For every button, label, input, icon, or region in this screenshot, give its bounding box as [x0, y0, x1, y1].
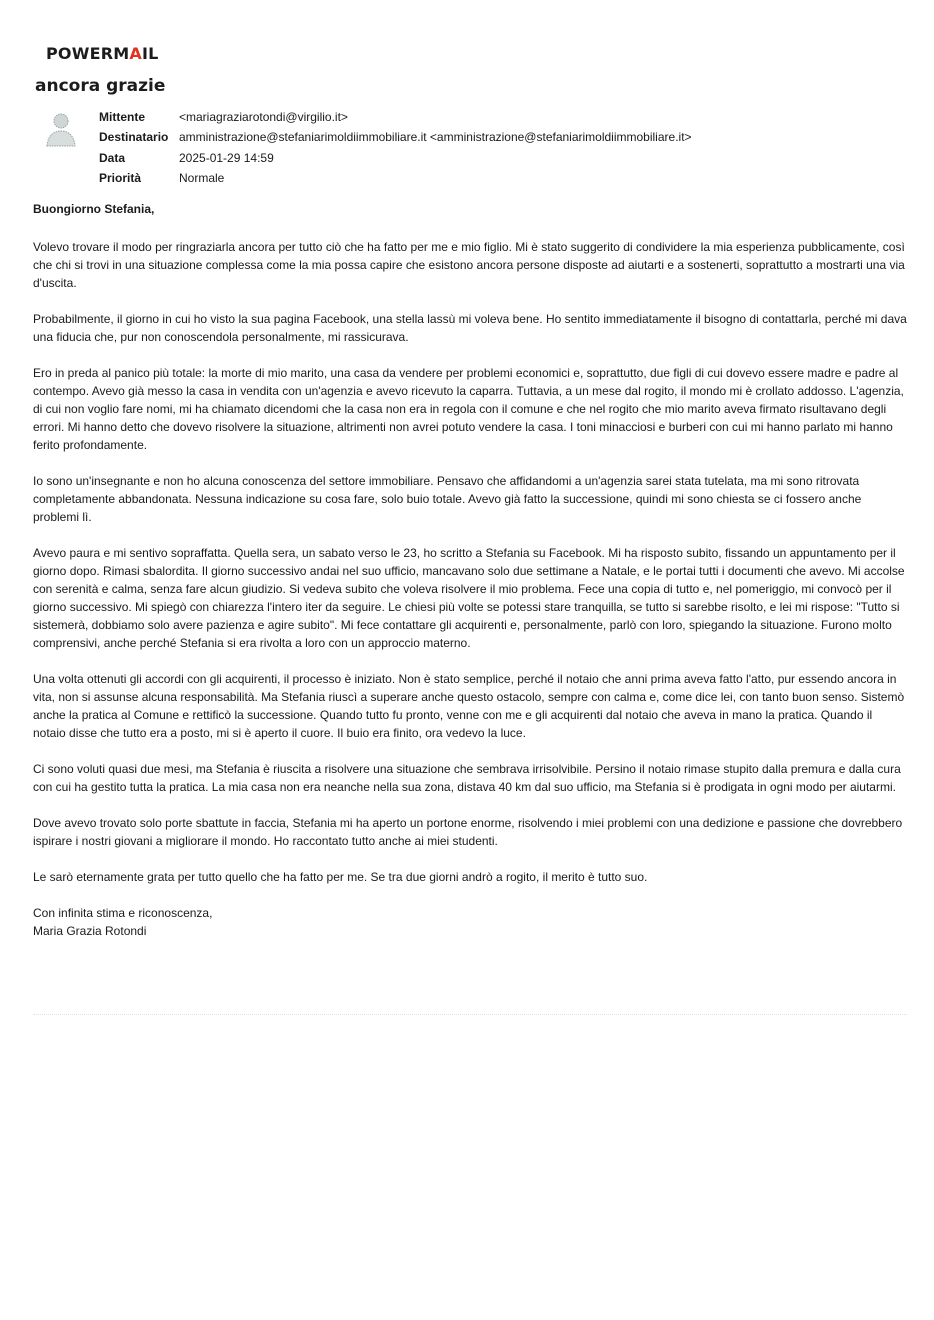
body-paragraph: Volevo trovare il modo per ringraziarla ancora per tutto ciò che ha fatto per me e mio figlio. Mi è stato suggerito di condividere la mia esperienza pubblicamente, così che chi si trovi in una situazione complessa come la mia possa capire che esistono ancora persone disposte ad aiutarti e a sostenerti, soprattutto a mostrarti una via d'uscita.	[33, 240, 905, 290]
email-date: 2025-01-29 14:59	[179, 150, 274, 165]
meta-label: Priorità	[99, 170, 142, 185]
logo-text-prefix: POWERM	[46, 44, 130, 63]
email-meta-table	[99, 107, 692, 188]
meta-row-sender	[99, 107, 692, 127]
body-paragraph: Ero in preda al panico più totale: la morte di mio marito, una casa da vendere per problemi economici e, soprattutto, due figli di cui dovevo essere madre e padre al contempo. Avevo già messo la casa in vendita con un'agenzia e avevo ricevuto la caparra. Tuttavia, a un mese dal rogito, il mondo mi è crollato addosso. L'agenzia, di cui non voglio fare nomi, mi ha chiamato dicendomi che la casa non era in regola con il comune e che nel rogito che mio marito aveva firmato risultavano degli errori. Mi hanno detto che dovevo risolvere la situazione, altrimenti non avrei potuto vendere la casa. I toni minacciosi e burberi con cui mi hanno parlato mi hanno ferito profondamente.	[33, 366, 904, 452]
powermail-logo	[46, 44, 159, 63]
recipient-address: amministrazione@stefaniarimoldiimmobiliare.it <amministrazione@stefaniarimoldiimmobiliare.it>	[179, 130, 692, 145]
body-paragraph: Dove avevo trovato solo porte sbattute in faccia, Stefania mi ha aperto un portone enorme, risolvendo i miei problemi con una dedizione e passione che dovrebbero ispirare i nostri giovani a migliorare il mondo. Ho raccontato tutto anche ai miei studenti.	[33, 816, 903, 848]
footer-divider	[33, 1014, 907, 1016]
meta-label: Data	[99, 150, 126, 165]
sender-address: <mariagraziarotondi@virgilio.it>	[179, 110, 348, 124]
sender-avatar-icon	[46, 112, 76, 148]
meta-row-priority	[99, 168, 692, 188]
meta-label: Destinatario	[99, 130, 169, 145]
closing: Con infinita stima e riconoscenza,	[33, 906, 213, 920]
logo-text-accent: A	[129, 44, 142, 63]
body-paragraph: Io sono un'insegnante e non ho alcuna conoscenza del settore immobiliare. Pensavo che affidandomi a un'agenzia sarei stata tutelata, ma mi sono ritrovata completamente abbandonata. Nessuna indicazione su cosa fare, solo buio totale. Avevo già fatto la successione, quindi mi sono chiesta se ci fossero anche problemi lì.	[33, 474, 862, 524]
signature: Maria Grazia Rotondi	[33, 924, 147, 938]
body-paragraph: Una volta ottenuti gli accordi con gli acquirenti, il processo è iniziato. Non è stato semplice, perché il notaio che anni prima aveva fatto l'atto, pur essendo ancora in vita, non si assunse alcuna responsabilità. Ma Stefania riuscì a superare anche questo ostacolo, sempre con calma e, come dice lei, con tanto buon senso. Sistemò anche la pratica al Comune e rettificò la successione. Quando tutto fu pronto, venne con me e gli acquirenti dal notaio che aveva in mano la pratica. Quando il notaio disse che tutto era a posto, mi si è aperto il cuore. Il buio era finito, ora vedevo la luce.	[33, 672, 905, 740]
email-body	[33, 200, 907, 940]
body-paragraph: Le sarò eternamente grata per tutto quello che ha fatto per me. Se tra due giorni andrò a rogito, il merito è tutto suo.	[33, 870, 648, 884]
logo-text-suffix: IL	[141, 44, 159, 63]
body-paragraph: Ci sono voluti quasi due mesi, ma Stefania è riuscita a risolvere una situazione che sembrava irrisolvibile. Persino il notaio rimase stupito dalla premura e dalla cura con cui ha gestito tutta la pratica. La mia casa non era neanche nella sua zona, distava 40 km dal suo ufficio, ma Stefania si è prodigata in ogni modo per aiutarmi.	[33, 762, 901, 794]
greeting: Buongiorno Stefania,	[33, 202, 155, 216]
meta-row-date	[99, 148, 692, 168]
body-paragraph: Avevo paura e mi sentivo sopraffatta. Quella sera, un sabato verso le 23, ho scritto a Stefania su Facebook. Mi ha risposto subito, fissando un appuntamento per il giorno dopo. Rimasi sbalordita. Il giorno successivo andai nel suo ufficio, mancavano solo due settimane a Natale, e le portai tutti i documenti che avevo. Mi accolse con serenità e calma, senza fare alcun giudizio. Si vedeva subito che voleva risolvere il mio problema. Fece una copia di tutto e, nel pomeriggio, mi convocò per il giorno successivo. Mi spiegò con chiarezza l'intero iter da seguire. Le chiesi più volte se potessi stare tranquilla, se tutto si sarebbe risolto, e lei mi rispose: "Tutto si sistemerà, dobbiamo solo avere pazienza e agire subito". Mi fece contattare gli acquirenti e, personalmente, parlò con loro, spiegando la situazione. Furono molto comprensivi, anche perché Stefania si era rivolta a loro con un approccio materno.	[33, 546, 905, 650]
meta-row-recipient	[99, 127, 692, 147]
body-paragraph: Probabilmente, il giorno in cui ho visto la sua pagina Facebook, una stella lassù mi voleva bene. Ho sentito immediatamente il bisogno di contattarla, perché mi dava una fiducia che, pur non conoscendola personalmente, mi rassicurava.	[33, 312, 907, 344]
email-subject: ancora grazie	[35, 76, 166, 96]
email-priority: Normale	[179, 170, 225, 185]
meta-label: Mittente	[99, 110, 145, 124]
